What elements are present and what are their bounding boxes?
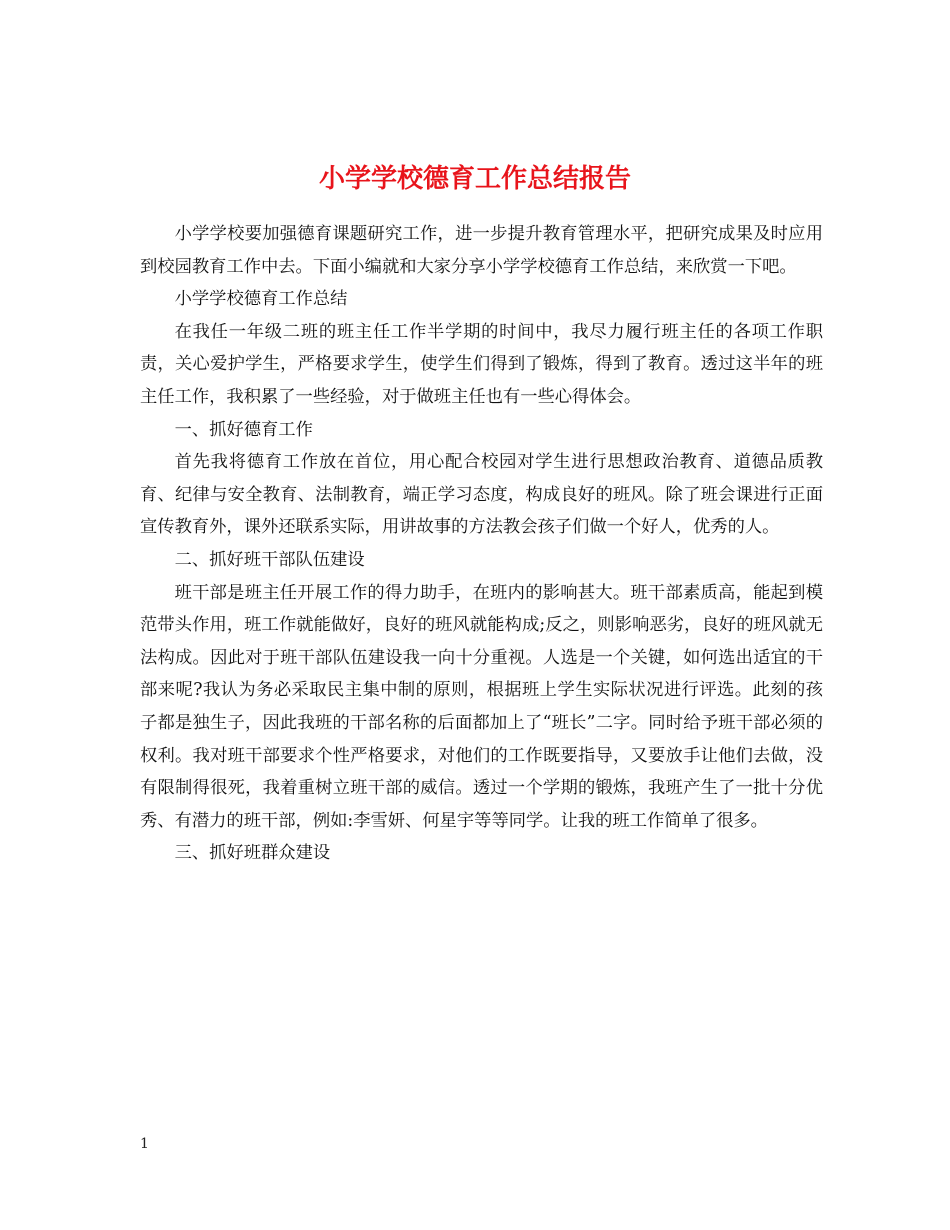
section-heading-summary: 小学学校德育工作总结 xyxy=(174,289,348,310)
paragraph-intro: 小学学校要加强德育课题研究工作，进一步提升教育管理水平，把研究成果及时应用到校园教育工作中去。下面小编就和大家分享小学学校德育工作总结，来欣赏一下吧。 xyxy=(140,224,823,277)
paragraph-class-cadres: 班干部是班主任开展工作的得力助手，在班内的影响甚大。班干部素质高，能起到模范带头作用，班工作就能做好，良好的班风就能构成;反之，则影响恶劣，良好的班风就无法构成。因此对于班干部队伍建设我一向十分重视。人选是一个关键，如何选出适宜的干部来呢?我认为务必采取民主集中制的原则，根据班上学生实际状况进行评选。此刻的孩子都是独生子，因此我班的干部名称的后面都加上了“班长”二字。同时给予班干部必须的权利。我对班干部要求个性严格要求，对他们的工作既要指导，又要放手让他们去做，没有限制得很死，我着重树立班干部的威信。透过一个学期的锻炼，我班产生了一批十分优秀、有潜力的班干部，例如:李雪妍、何星宇等等同学。让我的班工作简单了很多。 xyxy=(140,582,823,831)
section-heading-class-community: 三、抓好班群众建设 xyxy=(174,843,331,864)
paragraph-overview: 在我任一年级二班的班主任工作半学期的时间中，我尽力履行班主任的各项工作职责，关心爱护学生，严格要求学生，使学生们得到了锻炼，得到了教育。透过这半年的班主任工作，我积累了一些经验，对于做班主任也有一些心得体会。 xyxy=(140,321,823,407)
paragraph-moral-education: 首先我将德育工作放在首位，用心配合校园对学生进行思想政治教育、道德品质教育、纪律与安全教育、法制教育，端正学习态度，构成良好的班风。除了班会课进行正面宣传教育外，课外还联系实际，用讲故事的方法教会孩子们做一个好人，优秀的人。 xyxy=(140,452,823,538)
document-title: 小学学校德育工作总结报告 xyxy=(318,164,631,195)
section-heading-class-cadres: 二、抓好班干部队伍建设 xyxy=(174,549,365,570)
document-body xyxy=(140,218,823,870)
section-heading-moral-education: 一、抓好德育工作 xyxy=(174,419,313,440)
page-number: 1 xyxy=(140,1136,149,1152)
